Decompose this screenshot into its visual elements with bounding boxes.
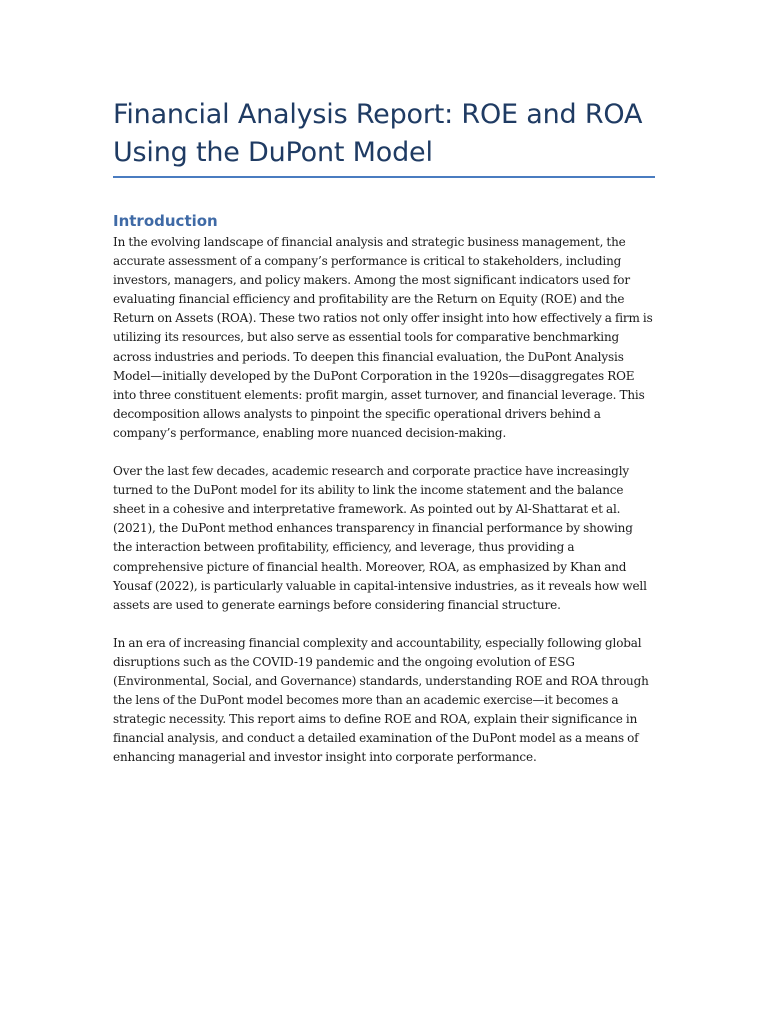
introduction-paragraph-3: In an era of increasing financial complexity and accountability, especially following global disruptions such as the COVID-19 pandemic and the ongoing evolution of ESG (Environmental, Social, and Governance) standards, understanding ROE and ROA through the lens of the DuPont model becomes more than an academic exercise—it becomes a strategic necessity. This report aims to define ROE and ROA, explain their significance in financial analysis, and conduct a detailed examination of the DuPont model as a means of enhancing managerial and investor insight into corporate performance. <box>113 635 649 765</box>
document-title: Financial Analysis Report: ROE and ROA Using the DuPont Model <box>113 99 643 168</box>
section-heading-introduction: Introduction <box>113 212 218 230</box>
introduction-paragraph-1: In the evolving landscape of financial analysis and strategic business management, the accurate assessment of a company’s performance is critical to stakeholders, including investors, managers, and policy makers. Among the most significant indicators used for evaluating financial efficiency and profitability are the Return on Equity (ROE) and the Return on Assets (ROA). These two ratios not only offer insight into how effectively a firm is utilizing its resources, but also serve as essential tools for comparative benchmarking across industries and periods. To deepen this financial evaluation, the DuPont Analysis Model—initially developed by the DuPont Corporation in the 1920s—disaggregates ROE into three constituent elements: profit margin, asset turnover, and financial leverage. This decomposition allows analysts to pinpoint the specific operational drivers behind a company’s performance, enabling more nuanced decision-making. <box>113 235 653 440</box>
title-divider <box>113 176 655 178</box>
introduction-paragraph-2: Over the last few decades, academic research and corporate practice have increasingly turned to the DuPont model for its ability to link the income statement and the balance sheet in a cohesive and interpretative framework. As pointed out by Al-Shattarat et al. (2021), the DuPont method enhances transparency in financial performance by showing the interaction between profitability, efficiency, and leverage, thus providing a comprehensive picture of financial health. Moreover, ROA, as emphasized by Khan and Yousaf (2022), is particularly valuable in capital-intensive industries, as it reveals how well assets are used to generate earnings before considering financial structure. <box>113 464 647 612</box>
document-content <box>113 96 655 786</box>
